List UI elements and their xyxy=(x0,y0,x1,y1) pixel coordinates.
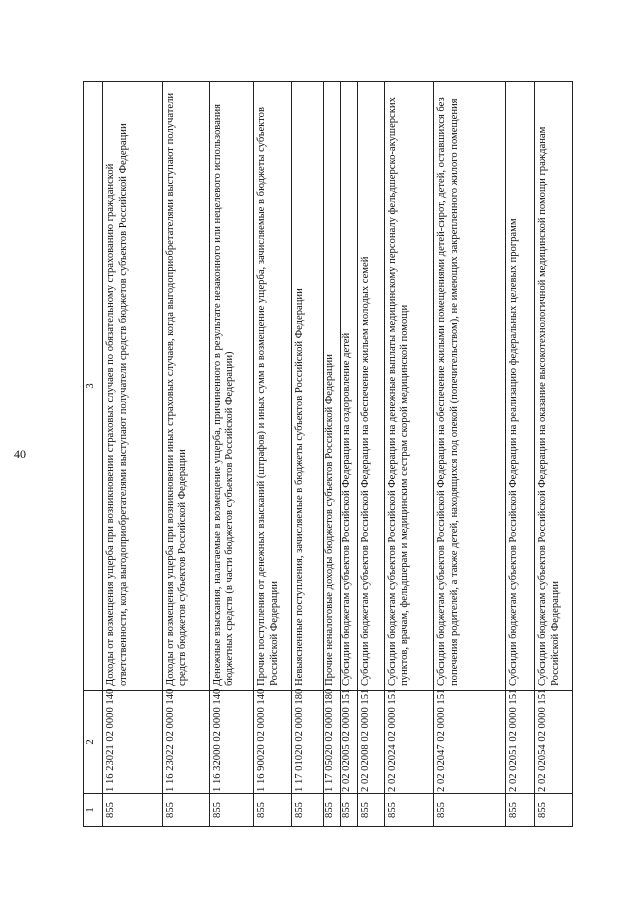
description-cell: Субсидии бюджетам субъектов Российской Федерации на оздоровление детей xyxy=(340,82,357,691)
description-cell: Доходы от возмещения ущерба при возникновении иных страховых случаев, когда выгодоприобретателями выступают получатели средств бюджетов субъектов Российской Федерации xyxy=(162,82,209,691)
page-number: 40 xyxy=(14,447,26,461)
table-row xyxy=(340,82,357,827)
header-col-3: 3 xyxy=(84,82,103,691)
table-row xyxy=(103,82,162,827)
budget-code-cell: 2 02 02047 02 0000 151 xyxy=(434,691,506,794)
admin-code-cell: 855 xyxy=(323,794,340,827)
budget-code-cell: 1 17 05020 02 0000 180 xyxy=(323,691,340,794)
admin-code-cell: 855 xyxy=(384,794,433,827)
budget-code-cell: 2 02 02024 02 0000 151 xyxy=(384,691,433,794)
admin-code-cell: 855 xyxy=(103,794,162,827)
table-row xyxy=(209,82,253,827)
budget-code-cell: 1 16 23021 02 0000 140 xyxy=(103,691,162,794)
admin-code-cell: 855 xyxy=(434,794,506,827)
table-row xyxy=(323,82,340,827)
budget-code-cell: 2 02 02005 02 0000 151 xyxy=(340,691,357,794)
table-row xyxy=(291,82,323,827)
admin-code-cell: 855 xyxy=(162,794,209,827)
admin-code-cell: 855 xyxy=(291,794,323,827)
description-cell: Прочие неналоговые доходы бюджетов субъектов Российской Федерации xyxy=(323,82,340,691)
description-cell: Субсидии бюджетам субъектов Российской Федерации на обеспечение жилыми помещениями детей-сирот, детей, оставшихся без попечения родителей, а также детей, находящихся под опекой (попечительством), не имеющих закрепленного жилого помещения xyxy=(434,82,506,691)
table-row xyxy=(357,82,384,827)
admin-code-cell: 855 xyxy=(340,794,357,827)
budget-code-cell: 1 16 32000 02 0000 140 xyxy=(209,691,253,794)
table-row xyxy=(384,82,433,827)
budget-code-cell: 2 02 02008 02 0000 151 xyxy=(357,691,384,794)
budget-code-cell: 2 02 02051 02 0000 151 xyxy=(505,691,535,794)
header-col-1: 1 xyxy=(84,794,103,827)
description-cell: Субсидии бюджетам субъектов Российской Федерации на оказание высокотехнологичной медицинской помощи гражданам Российской Федерации xyxy=(535,82,573,691)
header-col-2: 2 xyxy=(84,691,103,794)
table-row xyxy=(162,82,209,827)
budget-code-cell: 1 16 90020 02 0000 140 xyxy=(254,691,292,794)
table-row xyxy=(434,82,506,827)
budget-code-cell: 1 17 01020 02 0000 180 xyxy=(291,691,323,794)
admin-code-cell: 855 xyxy=(209,794,253,827)
revenue-codes-table xyxy=(83,81,573,827)
budget-code-cell: 2 02 02054 02 0000 151 xyxy=(535,691,573,794)
admin-code-cell: 855 xyxy=(505,794,535,827)
admin-code-cell: 855 xyxy=(254,794,292,827)
description-cell: Денежные взыскания, налагаемые в возмещение ущерба, причиненного в результате незаконного или нецелевого использования бюджетных средств (в части бюджетов субъектов Российской Федерации) xyxy=(209,82,253,691)
admin-code-cell: 855 xyxy=(535,794,573,827)
rotated-table-wrapper xyxy=(83,81,573,827)
description-cell: Доходы от возмещения ущерба при возникновении страховых случаев по обязательному страхованию гражданской ответственности, когда выгодоприобретателями выступают получатели средств бюджетов субъектов Российской Федерации xyxy=(103,82,162,691)
description-cell: Субсидии бюджетам субъектов Российской Федерации на реализацию федеральных целевых программ xyxy=(505,82,535,691)
table-header-row xyxy=(84,82,103,827)
description-cell: Прочие поступления от денежных взысканий (штрафов) и иных сумм в возмещение ущерба, зачисляемые в бюджеты субъектов Российской Федерации xyxy=(254,82,292,691)
admin-code-cell: 855 xyxy=(357,794,384,827)
table-row xyxy=(254,82,292,827)
table-row xyxy=(505,82,535,827)
budget-code-cell: 1 16 23022 02 0000 140 xyxy=(162,691,209,794)
description-cell: Субсидии бюджетам субъектов Российской Федерации на обеспечение жильем молодых семей xyxy=(357,82,384,691)
table-row xyxy=(535,82,573,827)
description-cell: Невыясненные поступления, зачисляемые в бюджеты субъектов Российской Федерации xyxy=(291,82,323,691)
description-cell: Субсидии бюджетам субъектов Российской Федерации на денежные выплаты медицинскому персоналу фельдшерско-акушерских пунктов, врачам, фельдшерам и медицинским сестрам скорой медицинской помощи xyxy=(384,82,433,691)
